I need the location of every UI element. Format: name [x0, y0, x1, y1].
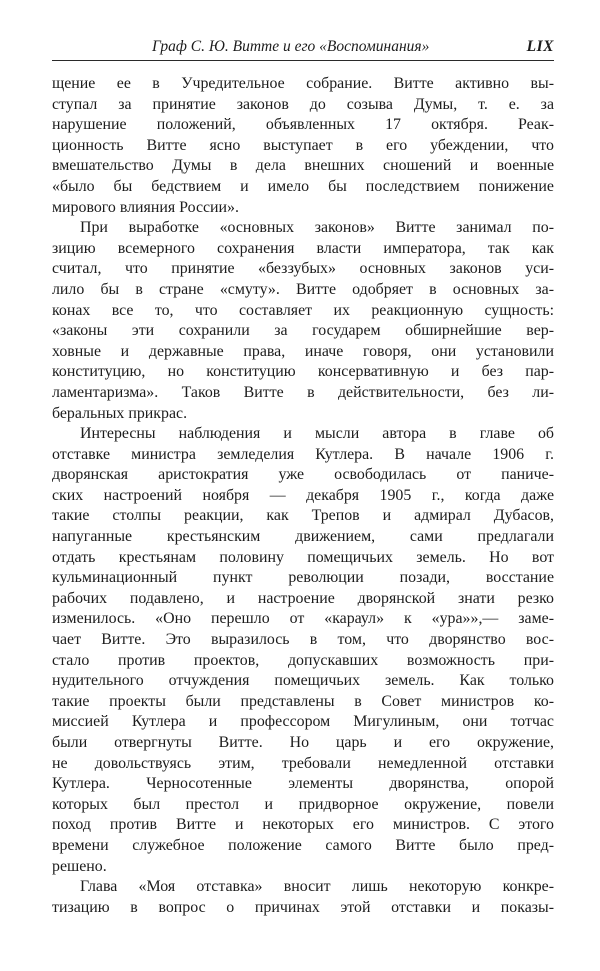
running-head-title: Граф С. Ю. Витте и его «Воспоминания»: [152, 38, 430, 55]
text-line: поход против Витте и некоторых его министров. С этого: [52, 816, 554, 834]
text-line: такие проекты были представлены в Совет министров ко-: [52, 692, 554, 710]
text-line: считал, что принятие «беззубых» основных законов уси-: [52, 260, 554, 278]
text-line: щение ее в Учредительное собрание. Витте активно вы-: [52, 75, 554, 92]
text-line: тизацию в вопрос о причинах этой отставки и показы-: [52, 898, 554, 916]
text-line: отдать крестьянам половину помещичьих земель. Но вот: [52, 548, 554, 566]
text-line: ховные и державные права, иначе говоря, они установили: [52, 342, 554, 360]
body-text: [52, 74, 554, 918]
text-line: «законы эти сохранили за государем обширнейшие вер-: [52, 322, 554, 340]
text-line: отставке министра земледелия Кутлера. В начале 1906 г.: [52, 445, 554, 463]
text-line: которых был престол и придворное окружение, повели: [52, 795, 554, 813]
text-line: Кутлера. Черносотенные элементы дворянства, опорой: [52, 775, 554, 793]
text-line: были отвергнуты Витте. Но царь и его окружение,: [52, 734, 554, 751]
text-line: напуганные крестьянским движением, сами предлагали: [52, 528, 554, 546]
text-line: чает Витте. Это выразилось в том, что дворянство вос-: [52, 631, 554, 649]
text-line: При выработке «основных законов» Витте занимал по-: [80, 219, 554, 237]
text-line: стало против проектов, допускавших возможность при-: [52, 651, 554, 669]
text-line: вмешательство Думы в дела внешних сношений и военные: [52, 157, 554, 175]
text-line: ламентаризма». Таков Витте в действительности, без ли-: [52, 383, 554, 401]
text-line: кульминационный пункт революции позади, восстание: [52, 569, 554, 587]
text-line: мирового влияния России».: [52, 198, 239, 216]
text-line: рабочих подавлено, и настроение дворянской знати резко: [52, 589, 554, 607]
text-line: Интересны наблюдения и мысли автора в главе об: [80, 425, 554, 443]
text-line: не довольствуясь этим, требовали немедленной отставки: [52, 754, 554, 772]
text-line: такие столпы реакции, как Трепов и адмирал Дубасов,: [52, 507, 554, 525]
page-number: LIX: [526, 38, 554, 55]
book-page: [52, 34, 554, 918]
text-line: решено.: [52, 857, 107, 875]
paragraph: [52, 424, 554, 877]
text-line: лило бы в стране «смуту». Витте одобряет в основных за-: [52, 280, 554, 298]
text-line: дворянская аристократия уже освободилась от паниче-: [52, 466, 554, 484]
text-line: конституцию, но конституцию консервативную и без пар-: [52, 363, 554, 381]
text-line: зицию всемерного сохранения власти императора, так как: [52, 239, 554, 257]
paragraph: [52, 218, 554, 424]
text-line: ционность Витте ясно выступает в его убеждении, что: [52, 136, 554, 154]
running-head: [52, 34, 554, 61]
paragraph: [52, 877, 554, 918]
text-line: «было бы бедствием и имело бы последствием понижение: [52, 177, 554, 195]
text-line: нудительного отчуждения помещичьих земель. Как только: [52, 672, 554, 690]
paragraph: [52, 74, 554, 218]
text-line: конах все то, что составляет их реакционную сущность:: [52, 301, 554, 319]
text-line: ских настроений ноября — декабря 1905 г., когда даже: [52, 486, 554, 504]
text-line: времени служебное положение самого Витте было пред-: [52, 836, 554, 854]
text-line: Глава «Моя отставка» вносит лишь некоторую конкре-: [80, 878, 554, 896]
text-line: нарушение положений, объявленных 17 октября. Реак-: [52, 116, 554, 134]
text-line: ступал за принятие законов до созыва Думы, т. е. за: [52, 95, 554, 113]
text-line: изменилось. «Оно перешло от «караул» к «ура»»,— заме-: [52, 610, 554, 628]
text-line: миссией Кутлера и профессором Мигулиным, они тотчас: [52, 713, 554, 731]
text-line: беральных прикрас.: [52, 404, 188, 422]
